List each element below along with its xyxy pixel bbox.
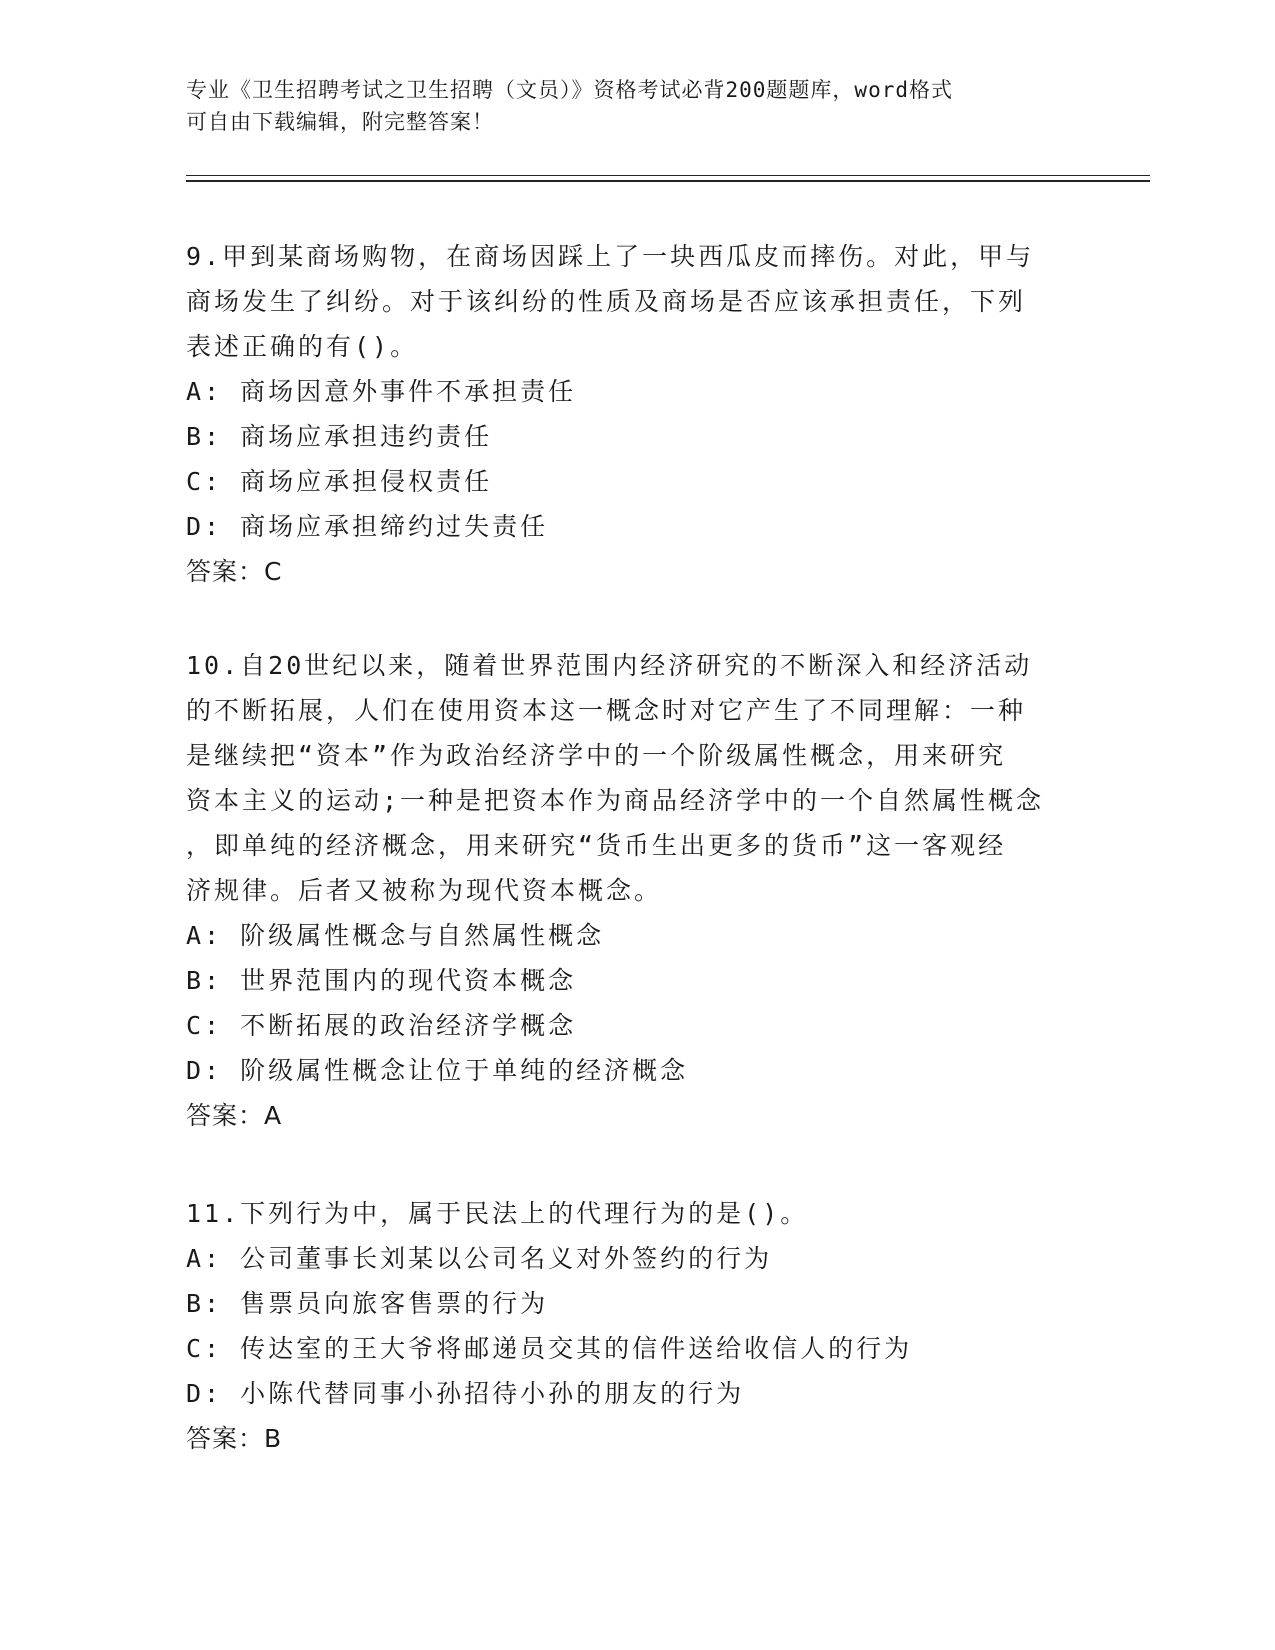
header-divider-thin: [186, 175, 1150, 176]
question-text-line: 资本主义的运动;一种是把资本作为商品经济学中的一个自然属性概念: [186, 786, 1045, 815]
header-divider-thick: [186, 180, 1150, 182]
answer-label: 答案：A: [186, 1101, 283, 1130]
question-text-line: 11.下列行为中，属于民法上的代理行为的是()。: [186, 1199, 809, 1228]
question-text-line: 的不断拓展，人们在使用资本这一概念时对它产生了不同理解：一种: [186, 696, 1027, 725]
option-d: D: 小陈代替同事小孙招待小孙的朋友的行为: [186, 1379, 745, 1408]
option-a: A: 阶级属性概念与自然属性概念: [186, 921, 605, 950]
header-title-line-1: 专业《卫生招聘考试之卫生招聘（文员）》资格考试必背200题题库，word格式: [186, 78, 953, 102]
option-a: A: 商场因意外事件不承担责任: [186, 377, 577, 406]
option-b: B: 世界范围内的现代资本概念: [186, 966, 577, 995]
option-d: D: 商场应承担缔约过失责任: [186, 512, 549, 541]
option-b: B: 商场应承担违约责任: [186, 422, 493, 451]
question-text-line: 济规律。后者又被称为现代资本概念。: [186, 876, 663, 905]
option-d: D: 阶级属性概念让位于单纯的经济概念: [186, 1056, 689, 1085]
question-10: [186, 643, 1086, 1138]
question-11: [186, 1191, 1086, 1461]
question-text-line: 商场发生了纠纷。对于该纠纷的性质及商场是否应该承担责任，下列: [186, 287, 1027, 316]
question-text-line: ，即单纯的经济概念，用来研究“货币生出更多的货币”这一客观经: [186, 831, 1007, 860]
header-title-line-2: 可自由下载编辑，附完整答案！: [186, 110, 494, 134]
answer-label: 答案：B: [186, 1424, 283, 1453]
option-c: C: 传达室的王大爷将邮递员交其的信件送给收信人的行为: [186, 1334, 913, 1363]
question-text-line: 9.甲到某商场购物，在商场因踩上了一块西瓜皮而摔伤。对此，甲与: [186, 242, 1035, 271]
option-b: B: 售票员向旅客售票的行为: [186, 1289, 549, 1318]
option-c: C: 商场应承担侵权责任: [186, 467, 493, 496]
question-9: [186, 234, 1086, 594]
question-text-line: 是继续把“资本”作为政治经济学中的一个阶级属性概念，用来研究: [186, 741, 1007, 770]
question-text-line: 10.自20世纪以来，随着世界范围内经济研究的不断深入和经济活动: [186, 651, 1033, 680]
answer-label: 答案：C: [186, 557, 283, 586]
document-header: [186, 74, 1066, 138]
question-text-line: 表述正确的有()。: [186, 332, 419, 361]
option-c: C: 不断拓展的政治经济学概念: [186, 1011, 577, 1040]
option-a: A: 公司董事长刘某以公司名义对外签约的行为: [186, 1244, 773, 1273]
